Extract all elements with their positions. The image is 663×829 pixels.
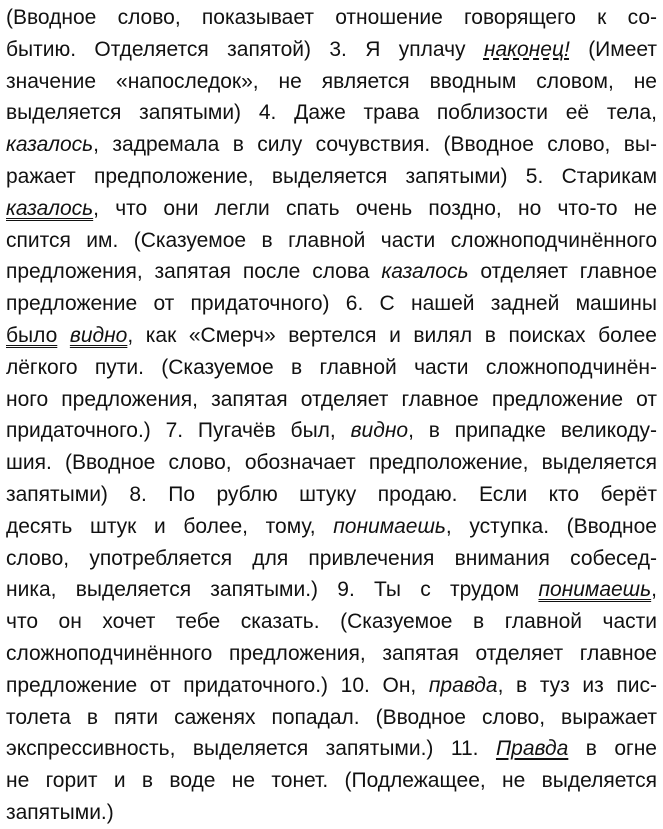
- text-run: придаточного.) 7. Пугачёв был,: [6, 419, 351, 443]
- text-run: в огне: [568, 737, 657, 761]
- text-line: [6, 574, 657, 606]
- text-line: [6, 479, 657, 511]
- text-line: [6, 193, 657, 225]
- text-run: , что они легли спать очень поздно, но что-то не: [93, 196, 657, 220]
- text-line: [6, 320, 657, 352]
- text-line: [6, 638, 657, 670]
- emphasized-word: видно: [350, 419, 409, 443]
- text-run: , задремала в силу сочувствия. (Вводное слово, вы-: [93, 133, 657, 157]
- emphasized-word: понимаешь: [538, 578, 652, 602]
- text-run: спится им. (Сказуемое в главной части сложноподчинённого: [6, 228, 657, 252]
- text-run: что он хочет тебе сказать. (Сказуемое в главной части: [6, 610, 657, 634]
- text-run: , в туз из пис-: [497, 673, 657, 697]
- text-run: шия. (Вводное слово, обозначает предположение, выделяется: [6, 451, 657, 475]
- text-line: [6, 34, 657, 66]
- text-line: [6, 384, 657, 416]
- text-line: [6, 797, 657, 829]
- text-line: [6, 288, 657, 320]
- text-line: [6, 161, 657, 193]
- text-line: [6, 256, 657, 288]
- text-line: [6, 543, 657, 575]
- text-line: [6, 606, 657, 638]
- text-run: сложноподчинённого предложения, запятая отделяет главное: [6, 641, 657, 665]
- text-run: ного предложения, запятая отделяет главное предложение от: [6, 387, 657, 411]
- emphasized-word: правда: [428, 673, 498, 697]
- text-run: предложение от придаточного) 6. С нашей задней машины: [6, 292, 657, 316]
- emphasized-word: Правда: [495, 737, 569, 761]
- text-run: десять штук и более, тому,: [6, 514, 334, 538]
- text-run: ,: [651, 578, 657, 602]
- text-line: [6, 702, 657, 734]
- emphasized-word: видно: [69, 323, 128, 347]
- text-run: ника, выделяется запятыми.) 9. Ты с трудом: [6, 578, 539, 602]
- text-line: [6, 129, 657, 161]
- text-run: толета в пяти саженях попадал. (Вводное слово, выражает: [6, 705, 657, 729]
- text-line: [6, 2, 657, 34]
- text-run: значение «напоследок», не является вводным словом, не: [6, 69, 657, 93]
- text-line: [6, 670, 657, 702]
- text-run: (Вводное слово, показывает отношение говорящего к со-: [6, 6, 657, 29]
- emphasized-word: наконец!: [483, 37, 570, 61]
- text-run: (Имеет: [569, 37, 657, 61]
- text-line: [6, 415, 657, 447]
- text-line: [6, 97, 657, 129]
- text-line: [6, 765, 657, 797]
- text-line: [6, 733, 657, 765]
- text-run: , уступка. (Вводное: [445, 514, 657, 538]
- text-run: ражает предположение, выделяется запятыми) 5. Старикам: [6, 164, 657, 188]
- text-line: [6, 352, 657, 384]
- text-run: не горит и в воде не тонет. (Подлежащее, не выделяется: [6, 769, 657, 793]
- text-line: [6, 511, 657, 543]
- text-run: запятыми.): [6, 800, 114, 824]
- text-run: бытию. Отделяется запятой) 3. Я уплачу: [6, 37, 484, 61]
- text-line: [6, 447, 657, 479]
- emphasized-word: казалось: [381, 260, 469, 284]
- text-run: запятыми) 8. По рублю штуку продаю. Если кто берёт: [6, 482, 657, 506]
- emphasized-word: понимаешь: [333, 514, 446, 538]
- text-run: выделяется запятыми) 4. Даже трава поблизости её тела,: [6, 101, 657, 125]
- text-run: , как «Смерч» вертелся и вилял в поисках более: [127, 323, 657, 347]
- text-run: экспрессивность, выделяется запятыми.) 11.: [6, 737, 496, 761]
- text-run: предложение от придаточного.) 10. Он,: [6, 673, 429, 697]
- emphasized-word: казалось: [6, 133, 94, 157]
- text-run: слово, употребляется для привлечения внимания собесед-: [6, 546, 657, 570]
- text-run: отделяет главное: [468, 260, 658, 284]
- text-run: лёгкого пути. (Сказуемое в главной части сложноподчинён-: [6, 355, 657, 379]
- emphasized-word: казалось: [6, 196, 94, 220]
- text-line: [6, 225, 657, 257]
- text-line: [6, 66, 657, 98]
- text-run: [57, 324, 70, 347]
- text-run: было: [6, 323, 58, 347]
- text-run: предложения, запятая после слова: [6, 260, 382, 284]
- text-run: , в припадке великоду-: [408, 419, 657, 443]
